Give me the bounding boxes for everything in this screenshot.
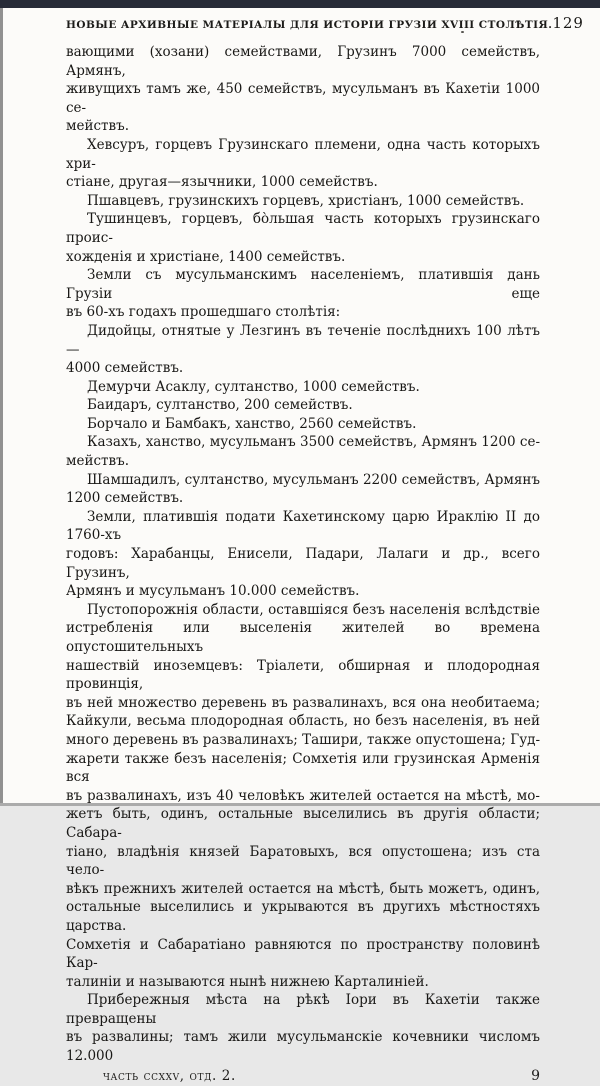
- text-line: Армянъ и мусульманъ 10.000 семействъ.: [66, 583, 360, 600]
- page-body-text: [66, 43, 540, 1066]
- text-line: Борчало и Бамбакъ, ханство, 2560 семействъ.: [87, 415, 417, 432]
- text-line: въ развалинахъ, изъ 40 человѣкъ жителей остается на мѣстѣ, мо-: [66, 787, 540, 804]
- text-line: вѣкъ прежнихъ жителей остается на мѣстѣ, быть можетъ, одинъ,: [66, 880, 540, 897]
- scan-speck: [461, 31, 464, 33]
- viewer-top-edge-bar: [0, 0, 600, 8]
- paragraph: [66, 415, 540, 434]
- paragraph: [66, 266, 540, 322]
- text-line: вающими (хозани) семействами, Грузинъ 7000 семействъ, Армянъ,: [66, 44, 540, 79]
- volume-signature: часть ccxxv, отд. 2.: [103, 1067, 236, 1084]
- text-line: нашествій иноземцевъ: Тріалети, обширная и плодородная провинція,: [66, 657, 540, 693]
- paragraph: [66, 991, 540, 1065]
- text-line: Казахъ, ханство, мусульманъ 3500 семействъ, Армянъ 1200 се-: [87, 434, 541, 451]
- text-line: мействъ.: [66, 453, 129, 470]
- text-line: Пустопорожнія области, оставшіяся безъ населенія вслѣдствіе: [87, 601, 540, 618]
- text-line: годовъ: Харабанцы, Енисели, Падари, Лалаги и др., всего Грузинъ,: [66, 546, 540, 581]
- paragraph: [66, 433, 540, 470]
- paragraph: [66, 396, 540, 415]
- text-line: истребленія или выселенія жителей во времена опустошительныхъ: [66, 620, 540, 655]
- running-head: [66, 14, 584, 32]
- sheet-number: 9: [531, 1067, 540, 1084]
- text-line: жетъ быть, одинъ, остальные выселились въ другія области; Сабара-: [66, 806, 540, 841]
- text-line: Кайкули, весьма плодородная область, но безъ населенія, въ ней: [66, 713, 540, 730]
- text-line: Шамшадилъ, султанство, мусульманъ 2200 семействъ, Армянъ: [87, 471, 540, 488]
- text-line: Демурчи Асаклу, султанство, 1000 семействъ.: [87, 378, 420, 395]
- text-line: Сомхетія и Сабаратіано равняются по пространству половинѣ Кар-: [66, 936, 540, 972]
- text-line: остальные выселились и укрываются въ другихъ мѣстностяхъ царства.: [66, 899, 540, 934]
- page-footer: [66, 1067, 540, 1086]
- paragraph: [66, 136, 540, 192]
- text-line: въ ней множество деревень въ развалинахъ, вся она необитаема;: [66, 694, 540, 711]
- paragraph: [66, 43, 540, 136]
- text-line: стіане, другая—язычники, 1000 семействъ.: [66, 174, 378, 191]
- page-number: 129: [552, 14, 584, 32]
- text-line: Дидойцы, отнятые у Лезгинъ въ теченіе послѣднихъ 100 лѣтъ—: [66, 322, 540, 358]
- paragraph: [66, 378, 540, 397]
- text-line: много деревень въ развалинахъ; Ташири, также опустошена; Гуд-: [66, 731, 541, 748]
- text-line: въ 60-хъ годахъ прошедшаго столѣтія:: [66, 304, 341, 321]
- text-line: тіано, владѣнія князей Баратовыхъ, вся опустошена; изъ ста чело-: [66, 843, 540, 879]
- text-line: Хевсуръ, горцевъ Грузинскаго племени, одна часть которыхъ хри-: [66, 136, 540, 172]
- text-line: живущихъ тамъ же, 450 семействъ, мусульманъ въ Кахетіи 1000 се-: [66, 81, 540, 116]
- paragraph: [66, 508, 540, 601]
- paragraph: [66, 322, 540, 378]
- text-line: мействъ.: [66, 118, 129, 135]
- paragraph: [66, 471, 540, 508]
- text-line: жарети также безъ населенія; Сомхетія или грузинская Арменія вся: [66, 750, 540, 786]
- text-line: хожденія и христіане, 1400 семействъ.: [66, 248, 346, 265]
- text-line: Земли съ мусульманскимъ населеніемъ, платившія дань Грузіи еще: [66, 267, 540, 302]
- paragraph: [66, 210, 540, 266]
- book-page: [3, 8, 600, 1084]
- text-line: Баидаръ, султанство, 200 семействъ.: [87, 397, 353, 414]
- text-line: Земли, платившія подати Кахетинскому царю Ираклію II до 1760-хъ: [66, 508, 540, 544]
- text-line: въ развалины; тамъ жили мусульманскіе кочевники числомъ 12.000: [66, 1029, 540, 1065]
- text-line: 4000 семействъ.: [66, 360, 184, 377]
- text-line: Прибережныя мѣста на рѣкѣ Іори въ Кахетіи также превращены: [66, 992, 540, 1027]
- text-line: талиніи и называются нынѣ нижнею Карталиніей.: [66, 973, 429, 990]
- paragraph: [66, 601, 540, 991]
- text-line: Тушинцевъ, горцевъ, бо̀льшая часть которыхъ грузинскаго проис-: [66, 211, 540, 246]
- paragraph: [66, 192, 540, 211]
- text-line: Пшавцевъ, грузинскихъ горцевъ, христіанъ, 1000 семействъ.: [87, 192, 525, 209]
- text-line: 1200 семействъ.: [66, 490, 184, 507]
- running-title: НОВЫЕ АРХИВНЫЕ МАТЕРІАЛЫ ДЛЯ ИСТОРІИ ГРУЗІИ XVIII СТОЛѢТІЯ.: [66, 19, 553, 31]
